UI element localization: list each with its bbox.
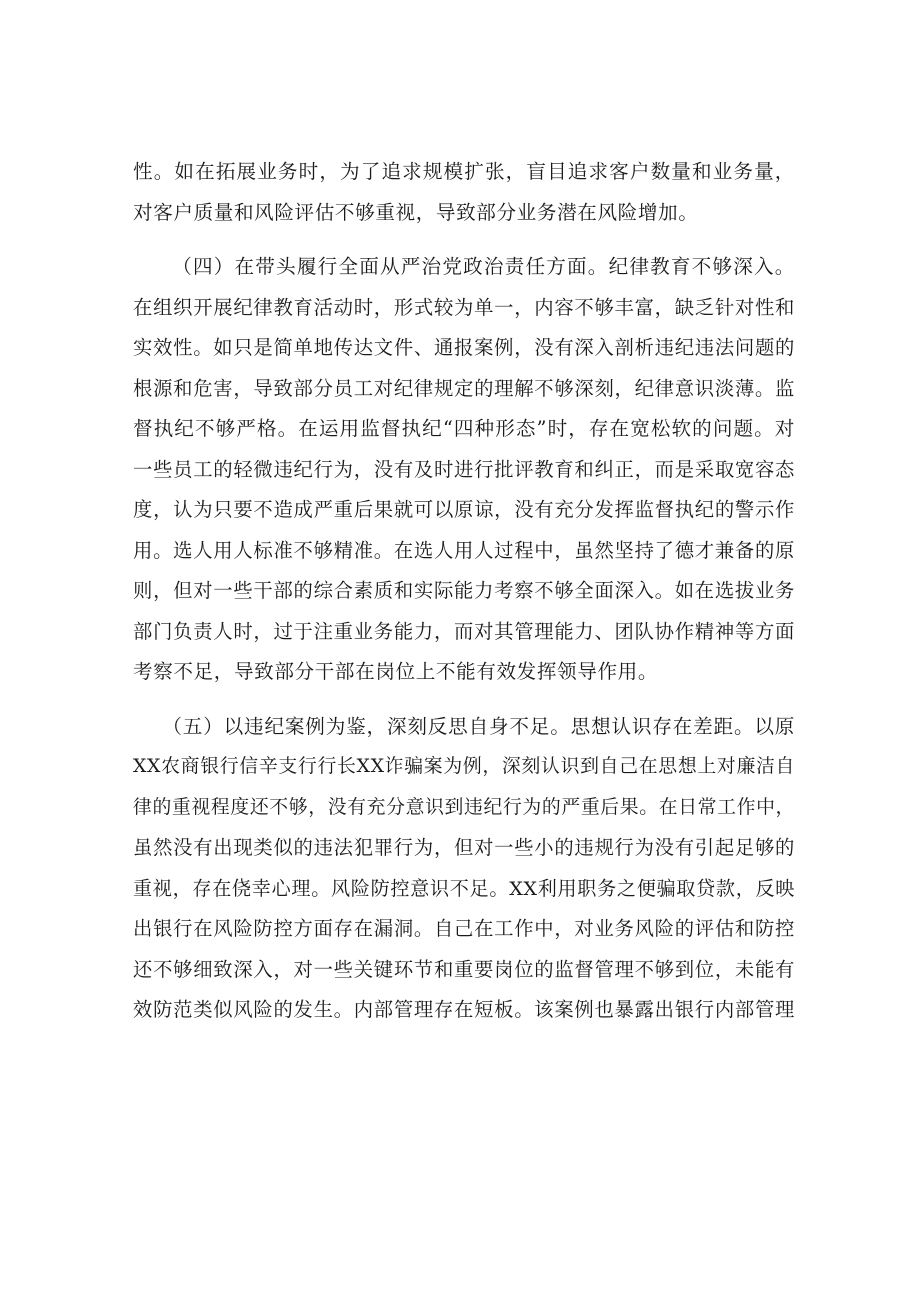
text-line: 性。如在拓展业务时，为了追求规模扩张，盲目追求客户数量和业务量， [133,160,795,183]
text-line: 考察不足，导致部分干部在岗位上不能有效发挥领导作用。 [133,660,659,683]
text-line: 虽然没有出现类似的违法犯罪行为，但对一些小的违规行为没有引起足够的 [133,836,795,859]
text-line: 督执纪不够严格。在运用监督执纪“四种形态”时，存在宽松软的问题。对 [133,417,795,440]
paragraph-section-four [133,247,795,693]
text-line: 实效性。如只是简单地传达文件、通报案例，没有深入剖析违纪违法问题的 [133,336,795,359]
document-body [133,152,795,1031]
text-line: 一些员工的轻微违纪行为，没有及时进行批评教育和纠正，而是采取宽容态 [133,457,795,481]
text-line: 效防范类似风险的发生。内部管理存在短板。该案例也暴露出银行内部管理 [133,998,795,1021]
text-line: 重视，存在侥幸心理。风险防控意识不足。XX利用职务之便骗取贷款，反映 [133,876,795,900]
text-line: 度，认为只要不造成严重后果就可以原谅，没有充分发挥监督执纪的警示作 [133,498,795,521]
text-line: 部门负责人时，过于注重业务能力，而对其管理能力、团队协作精神等方面 [133,619,795,643]
text-line: （五）以违纪案例为鉴，深刻反思自身不足。思想认识存在差距。以原 [162,714,795,738]
text-line: 则，但对一些干部的综合素质和实际能力考察不够全面深入。如在选拔业务 [133,579,795,602]
text-line: 律的重视程度还不够，没有充分意识到违纪行为的严重后果。在日常工作中， [133,796,795,818]
text-line: 对客户质量和风险评估不够重视，导致部分业务潜在风险增加。 [133,200,699,224]
text-line: 还不够细致深入，对一些关键环节和重要岗位的监督管理不够到位，未能有 [133,957,795,981]
text-line: 在组织开展纪律教育活动时，形式较为单一，内容不够丰富，缺乏针对性和 [133,295,795,319]
text-line: （四）在带头履行全面从严治党政治责任方面。纪律教育不够深入。 [172,255,795,278]
text-line: 根源和危害，导致部分员工对纪律规定的理解不够深刻，纪律意识淡薄。监 [133,376,795,400]
paragraph-section-five [133,707,795,1031]
text-line: 用。选人用人标准不够精准。在选人用人过程中，虽然坚持了德才兼备的原 [133,538,795,562]
text-line: XX农商银行信辛支行行长XX诈骗案为例，深刻认识到自己在思想上对廉洁自 [133,756,795,777]
text-line: 出银行在风险防控方面存在漏洞。自己在工作中，对业务风险的评估和防控 [133,917,795,940]
paragraph-continuation [133,152,795,233]
